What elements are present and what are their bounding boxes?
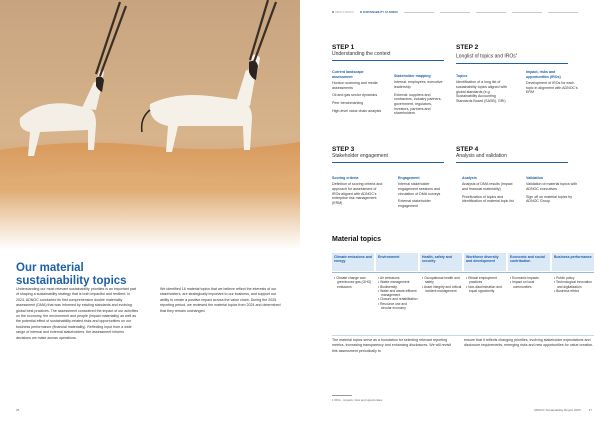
mt-header-workforce: Workforce diversity and development — [464, 253, 506, 271]
step-2-col-2: Impact, risks and opportunities (IROs) Development of IROs for each topic in alignment with ADNOC's ERM — [526, 70, 578, 95]
page-heading: Our material sustainability topics — [16, 262, 127, 287]
step-3-subtitle: Stakeholder engagement — [332, 153, 444, 163]
nav-item-sustainability[interactable]: SUSTAINABILITY AT ADNOC — [360, 11, 398, 14]
material-footer-2: ensure that it reflects changing priorities, evolving stakeholder expectations and disclosure requirements, emerging risks and new opportunities for value creation. — [464, 338, 594, 348]
nav-item-about[interactable]: ABOUT ADNOC — [332, 11, 354, 14]
step-2-subtitle: Longlist of topics and IROs$^1$ — [456, 51, 568, 64]
mt-col-hse: • Occupational health and safety • Asset integrity and critical incident management — [422, 276, 462, 293]
step-1-subtitle: Understanding the context — [332, 51, 444, 61]
mt-header-climate: Climate emissions and energy — [332, 253, 374, 271]
step-1-title: STEP 1 — [332, 44, 355, 51]
intro-paragraph-1: Understanding our most relevant sustainability priorities is an important part of shaping a sustainability strategy that is both impactful and resilient. In 2024, ADNOC conducted its first comprehensive double materiality assessment (DMA) that was informed by existing standards and evolving global best practices. The assessment considered the impact of our activities on the economy, the environment and people (impact materiality) as well as the potential effect of sustainability-related risks and opportunities on our business performance (financial materiality). Reflecting input from a wide range of internal and external stakeholders, the assessment informs decisions we make across operations. — [16, 287, 139, 340]
step-4-title: STEP 4 — [456, 146, 479, 153]
mt-header-business: Business performance — [552, 253, 594, 271]
table-rule — [332, 272, 594, 273]
step-2-col-1: Topics Identification of a long list of sustainability topics aligned with global standards (e.g. Sustainability Accounting Standards Board (SASB), GRI) — [456, 74, 507, 104]
nav-item-6[interactable] — [512, 12, 542, 13]
nav-item-7[interactable] — [548, 12, 578, 13]
mt-header-environment: Environment — [376, 253, 418, 271]
step-3-col-2: Engagement Internal stakeholder engagement sessions and circulation of DMA surveys External stakeholder engagement — [398, 176, 441, 209]
material-topics-title: Material topics — [332, 236, 382, 243]
page-number-left: 26 — [16, 408, 20, 412]
report-title: ADNOC Sustainability Report 2025 — [533, 408, 581, 412]
step-2 — [456, 44, 568, 64]
mt-header-economic: Economic and social contribution — [508, 253, 550, 271]
mt-col-economic: • Economic impacts • Impact on local communities — [510, 276, 539, 289]
page-number-right: 27 — [588, 408, 592, 412]
mt-col-climate: • Climate change and greenhouse gas (GHG) emissions — [334, 276, 372, 289]
material-footer-1: The material topics serve as a foundation for selecting relevant reporting metrics, increasing transparency and enhancing disclosures. We will revisit this assessment periodically to — [332, 338, 451, 353]
page-footer-right — [526, 408, 592, 412]
step-1 — [332, 44, 444, 61]
step-4 — [456, 146, 568, 163]
nav-item-4[interactable] — [440, 12, 470, 13]
oryx-photo — [0, 0, 300, 248]
step-1-col-1: Current landscape assessment Horizon scanning and media assessments Oil and gas sector dynamics Peer benchmarking High-level value chain analysis — [332, 70, 382, 113]
mt-col-business: • Public policy • Technological innovation and digitalization • Business ethics — [554, 276, 592, 293]
step-3 — [332, 146, 444, 163]
step-4-subtitle: Analysis and validation — [456, 153, 568, 163]
step-3-title: STEP 3 — [332, 146, 355, 153]
mt-col-environment: • Air emissions • Waste management • Biodiversity • Water and waste-effluent management • Closure and rehabilitation • Resource use and circular economy — [378, 276, 418, 311]
footnote: 1 IROs - impacts, risks and opportunities — [332, 398, 383, 402]
nav-item-5[interactable] — [476, 12, 506, 13]
step-2-title: STEP 2 — [456, 44, 479, 51]
top-nav — [332, 9, 594, 15]
step-3-col-1: Scoring criteria Definition of scoring criteria and approach for assessment of IROs aligned with ADNOC's enterprise risk management (ERM) — [332, 176, 383, 206]
step-4-col-1: Analysis Analysis of DMA results (impact and financial materiality) Prioritization of topics and identification of material topic list — [462, 176, 514, 204]
step-4-col-2: Validation Validation of material topics with ADNOC executives Sign off on material topics by ADNOC Group — [526, 176, 578, 204]
mt-header-hse: Health, safety and security — [420, 253, 462, 271]
mt-col-workforce: • Ethical employment practices • Non-discrimination and equal opportunity — [466, 276, 502, 293]
photo-fade — [0, 190, 300, 248]
nav-item-3[interactable] — [404, 12, 434, 13]
step-1-col-2: Stakeholder mapping Internal: employees, executive leadership External: suppliers and contractors, industry partners, government, regulators, investors, partners and shareholders — [394, 74, 443, 116]
intro-paragraph-2: We identified 16 material topics that we believe reflect the interests of our stakeholders, are strategically important to our business, and support our ability to create a positive impact across the value chain. During the 2025 reporting period, we reviewed the material topics from 2024 and determined that they remain unchanged. — [160, 287, 281, 313]
